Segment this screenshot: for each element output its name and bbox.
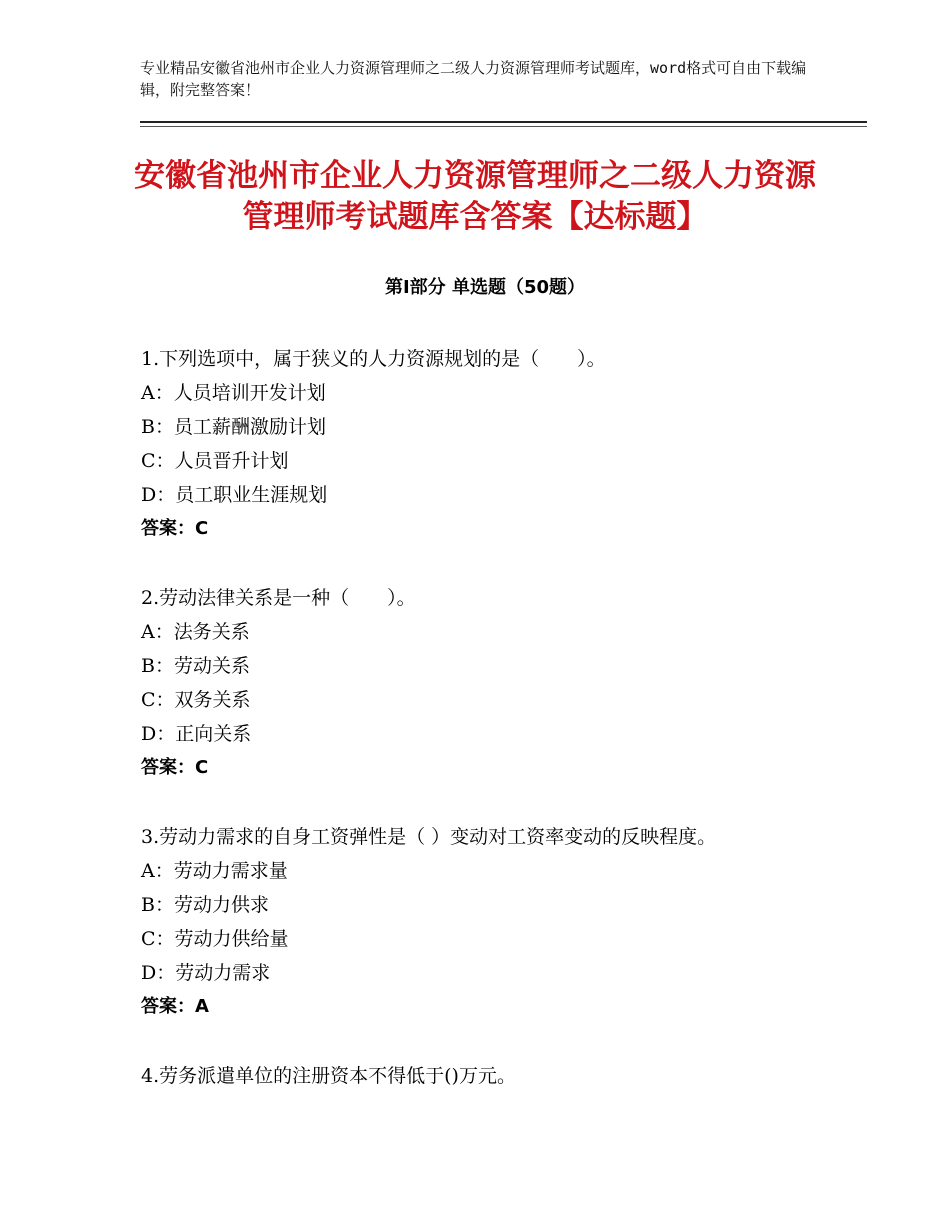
option-a: A：人员培训开发计划 (141, 382, 326, 404)
header-divider-thin (140, 126, 867, 127)
question-1 (141, 342, 841, 546)
answer: 答案：C (141, 518, 209, 539)
option-c: C：人员晋升计划 (141, 450, 289, 472)
answer: 答案：C (141, 757, 209, 778)
answer: 答案：A (141, 996, 209, 1017)
option-c: C：劳动力供给量 (141, 928, 289, 950)
option-c: C：双务关系 (141, 689, 251, 711)
option-b: B：劳动关系 (141, 655, 250, 677)
question-stem: 4.劳务派遣单位的注册资本不得低于()万元。 (141, 1065, 516, 1087)
document-title: 安徽省池州市企业人力资源管理师之二级人力资源管理师考试题库含答案【达标题】 (134, 158, 816, 235)
option-d: D：正向关系 (141, 723, 252, 745)
option-a: A：法务关系 (141, 621, 250, 643)
question-stem: 1.下列选项中，属于狭义的人力资源规划的是（ ）。 (141, 348, 606, 370)
option-d: D：劳动力需求 (141, 962, 271, 984)
section-heading: 第Ⅰ部分 单选题（50题） (384, 277, 585, 298)
question-list (141, 342, 841, 1128)
option-b: B：劳动力供求 (141, 894, 269, 916)
question-stem: 2.劳动法律关系是一种（ ）。 (141, 587, 416, 609)
question-stem: 3.劳动力需求的自身工资弹性是（ ）变动对工资率变动的反映程度。 (141, 826, 717, 848)
question-4 (141, 1059, 841, 1093)
question-3 (141, 820, 841, 1024)
header-note: 专业精品安徽省池州市企业人力资源管理师之二级人力资源管理师考试题库，word格式可自由下载编辑，附完整答案！ (140, 59, 807, 99)
option-b: B：员工薪酬激励计划 (141, 416, 326, 438)
question-2 (141, 581, 841, 785)
option-a: A：劳动力需求量 (141, 860, 288, 882)
header-divider-thick (140, 121, 867, 123)
option-d: D：员工职业生涯规划 (141, 484, 328, 506)
